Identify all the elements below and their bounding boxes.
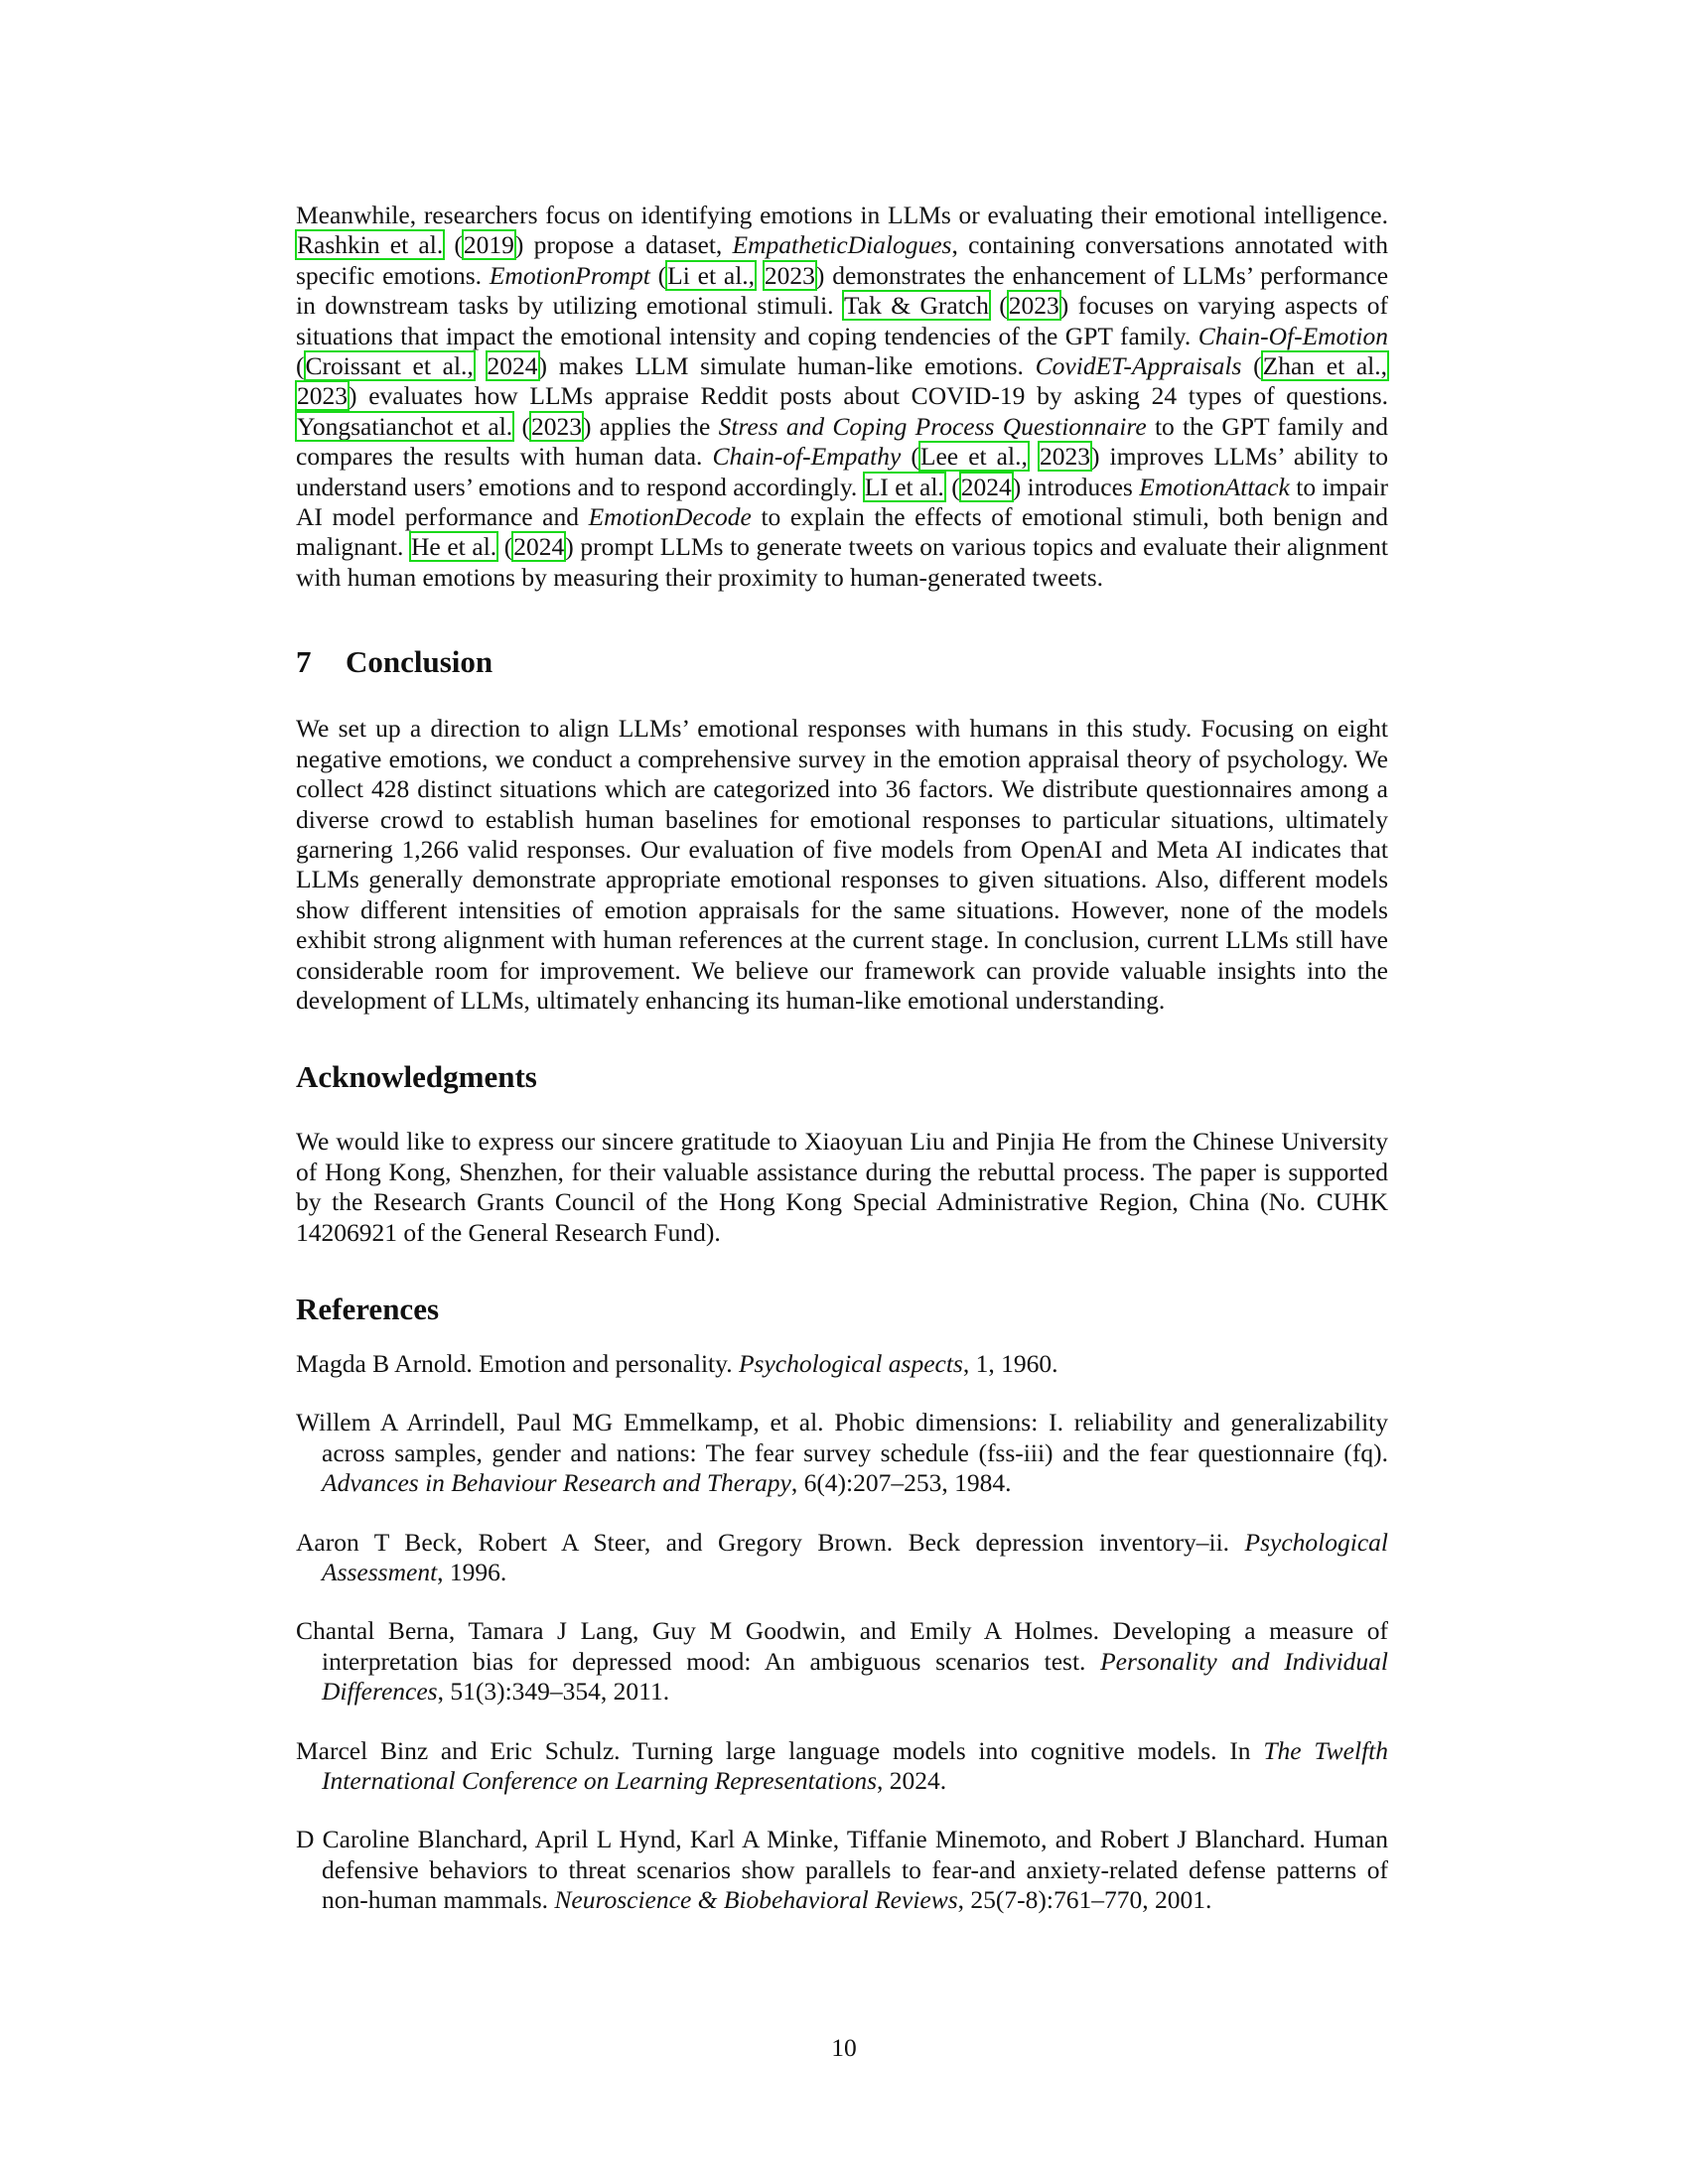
acknowledgments-heading: Acknowledgments bbox=[296, 1059, 537, 1095]
citation-li2-year[interactable]: 2024 bbox=[960, 472, 1012, 501]
citation-li[interactable]: Li et al., bbox=[667, 260, 756, 290]
citation-croissant-year[interactable]: 2024 bbox=[487, 351, 538, 381]
section-title: Conclusion bbox=[346, 644, 493, 680]
citation-li-year[interactable]: 2023 bbox=[764, 260, 815, 290]
reference-list bbox=[296, 1349, 1388, 1916]
citation-he[interactable]: He et al. bbox=[411, 532, 497, 562]
reference-item: Marcel Binz and Eric Schulz. Turning large language models into cognitive models. In The Twelfth International Conference on Learning Representations, 2024. bbox=[296, 1735, 1388, 1796]
citation-croissant[interactable]: Croissant et al., bbox=[305, 351, 474, 381]
reference-item: Magda B Arnold. Emotion and personality. Psychological aspects, 1, 1960. bbox=[296, 1348, 1058, 1378]
reference-item: Chantal Berna, Tamara J Lang, Guy M Goodwin, and Emily A Holmes. Developing a measure of interpretation bias for depressed mood: An ambiguous scenarios test. Personality and Individual Differences, 51(3):349–354, 2011. bbox=[296, 1616, 1389, 1706]
reference-item: Willem A Arrindell, Paul MG Emmelkamp, et al. Phobic dimensions: I. reliability and generalizability across samples, gender and nations: The fear survey schedule (fss-iii) and the fear questionnaire (fq). Advances in Behaviour Research and Therapy, 6(4):207–253, 1984. bbox=[296, 1408, 1388, 1498]
citation-he-year[interactable]: 2024 bbox=[513, 532, 565, 562]
citation-lee-year[interactable]: 2023 bbox=[1039, 442, 1090, 472]
reference-item: Aaron T Beck, Robert A Steer, and Gregory Brown. Beck depression inventory–ii. Psychological Assessment, 1996. bbox=[296, 1527, 1388, 1586]
citation-rashkin[interactable]: Rashkin et al. bbox=[297, 230, 444, 260]
paper-page bbox=[296, 201, 1388, 1945]
related-work-paragraph: Meanwhile, researchers focus on identifying emotions in LLMs or evaluating their emotional intelligence. Rashkin et al. (2019) propose a dataset, EmpatheticDialogues, containing conversations annotated with specific emotions. EmotionPrompt (Li et al., 2023) demonstrates the enhancement of LLMs’ performance in downstream tasks by utilizing emotional stimuli. Tak & Gratch (2023) focuses on varying aspects of situations that impact the emotional intensity and coping tendencies of the GPT family. Chain-Of-Emotion (Croissant et al., 2024) makes LLM simulate human-like emotions. CovidET-Appraisals (Zhan et al., 2023) evaluates how LLMs appraise Reddit posts about COVID-19 by asking 24 types of questions. Yongsatianchot et al. (2023) applies the Stress and Coping Process Questionnaire to the GPT family and compares the results with human data. Chain-of-Empathy (Lee et al., 2023) improves LLMs’ ability to understand users’ emotions and to respond accordingly. LI et al. (2024) introduces EmotionAttack to impair AI model performance and EmotionDecode to explain the effects of emotional stimuli, both benign and malignant. He et al. (2024) prompt LLMs to generate tweets on various topics and evaluate their alignment with human emotions by measuring their proximity to human-generated tweets. bbox=[296, 201, 1389, 592]
conclusion-paragraph: We set up a direction to align LLMs’ emotional responses with humans in this study. Focusing on eight negative emotions, we conduct a comprehensive survey in the emotion appraisal theory of psychology. We collect 428 distinct situations which are categorized into 36 factors. We distribute questionnaires among a diverse crowd to establish human baselines for emotional responses to particular situations, ultimately garnering 1,266 valid responses. Our evaluation of five models from OpenAI and Meta AI indicates that LLMs generally demonstrate appropriate emotional responses to given situations. Also, different models show different intensities of emotion appraisals for the same situations. However, none of the models exhibit strong alignment with human references at the current stage. In conclusion, current LLMs still have considerable room for improvement. We believe our framework can provide valuable insights into the development of LLMs, ultimately enhancing its human-like emotional understanding. bbox=[296, 714, 1388, 1015]
citation-zhan-year[interactable]: 2023 bbox=[297, 381, 348, 411]
references-heading: References bbox=[296, 1291, 440, 1326]
citation-rashkin-year[interactable]: 2019 bbox=[463, 230, 514, 260]
citation-li2[interactable]: LI et al. bbox=[864, 472, 944, 501]
reference-item: D Caroline Blanchard, April L Hynd, Karl A Minke, Tiffanie Minemoto, and Robert J Blanchard. Human defensive behaviors to threat scenarios show parallels to fear-and anxiety-related defense patterns of non-human mammals. Neuroscience & Biobehavioral Reviews, 25(7-8):761–770, 2001. bbox=[296, 1825, 1388, 1915]
citation-yongsatianchot[interactable]: Yongsatianchot et al. bbox=[297, 411, 513, 441]
citation-tak-year[interactable]: 2023 bbox=[1008, 291, 1059, 321]
conclusion-heading bbox=[296, 644, 1388, 680]
acknowledgments-paragraph: We would like to express our sincere gratitude to Xiaoyuan Liu and Pinjia He from the Chinese University of Hong Kong, Shenzhen, for their valuable assistance during the rebuttal process. The paper is supported by the Research Grants Council of the Hong Kong Special Administrative Region, China (No. CUHK 14206921 of the General Research Fund). bbox=[296, 1127, 1388, 1247]
citation-zhan[interactable]: Zhan et al., bbox=[1262, 351, 1388, 381]
page-number: 10 bbox=[831, 2033, 857, 2062]
citation-lee[interactable]: Lee et al., bbox=[919, 442, 1028, 472]
citation-tak[interactable]: Tak & Gratch bbox=[843, 291, 989, 321]
section-number: 7 bbox=[296, 644, 312, 680]
citation-yongsatianchot-year[interactable]: 2023 bbox=[530, 411, 582, 441]
